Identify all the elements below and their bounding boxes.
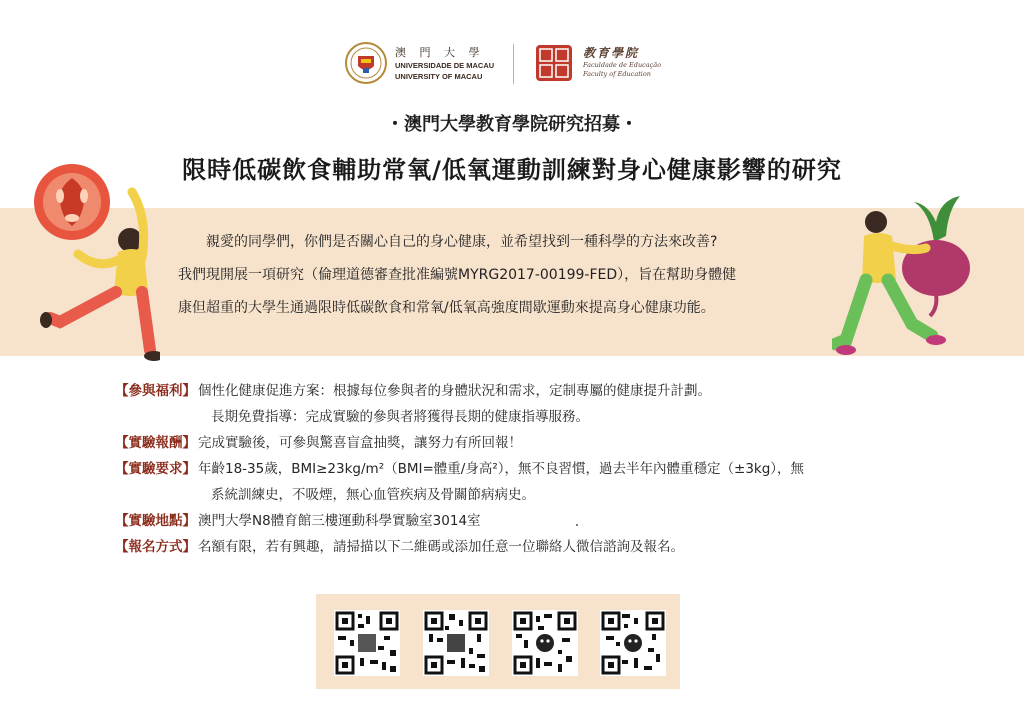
qr-code-icon[interactable] xyxy=(423,610,489,676)
signup-text: 名額有限，若有興趣，請掃描以下二維碼或添加任意一位聯絡人微信諮詢及報名。 xyxy=(198,539,684,555)
faculty-name xyxy=(583,44,661,79)
intro-text xyxy=(178,226,838,325)
university-name-cn: 澳 門 大 學 xyxy=(395,46,485,59)
requirements-row-2 xyxy=(115,482,965,508)
location-row xyxy=(115,508,965,534)
faculty-name-cn: 教育學院 xyxy=(583,46,640,60)
qr-code-icon[interactable] xyxy=(334,610,400,676)
benefits-row-2 xyxy=(115,404,965,430)
reward-row xyxy=(115,430,965,456)
study-title: 限時低碳飲食輔助常氧/低氧運動訓練對身心健康影響的研究 xyxy=(182,156,842,184)
intro-line-3: 康但超重的大學生通過限時低碳飲食和常氧/低氧高強度間歇運動來提高身心健康功能。 xyxy=(178,300,715,316)
study-details xyxy=(115,378,965,560)
qr-code-icon[interactable] xyxy=(512,610,578,676)
qr-code-icon[interactable] xyxy=(600,610,666,676)
faculty-name-en: Faculty of Education xyxy=(583,70,651,78)
tomato-person-illustration xyxy=(30,160,160,370)
tomato-icon xyxy=(34,164,110,240)
requirements-text: 年齡18-35歲，BMI≥23kg/m²（BMI=體重/身高²），無不良習慣，過去半年內體重穩定（±3kg），無 xyxy=(198,461,805,477)
intro-line-1: 親愛的同學們，你們是否關心自己的身心健康，並希望找到一種科學的方法來改善? xyxy=(206,234,718,250)
benefits-text-2: 長期免費指導：完成實驗的參與者將獲得長期的健康指導服務。 xyxy=(211,409,589,425)
reward-label: 【實驗報酬】 xyxy=(115,435,196,451)
benefits-row xyxy=(115,378,965,404)
university-name xyxy=(395,46,494,82)
location-text: 澳門大學N8體育館三樓運動科學實驗室3014室 xyxy=(198,513,481,529)
stray-dot xyxy=(576,524,578,526)
recruitment-subtitle: ・澳門大學教育學院研究招募・ xyxy=(386,114,638,135)
signup-label: 【報名方式】 xyxy=(115,539,196,555)
benefits-text: 個性化健康促進方案：根據每位參與者的身體狀況和需求，定制專屬的健康提升計劃。 xyxy=(198,383,711,399)
requirements-label: 【實驗要求】 xyxy=(115,461,196,477)
signup-row xyxy=(115,534,965,560)
university-seal-icon xyxy=(345,42,387,84)
requirements-row xyxy=(115,456,965,482)
university-name-en: UNIVERSITY OF MACAU xyxy=(395,72,483,81)
qr-code-panel xyxy=(316,594,680,689)
location-label: 【實驗地點】 xyxy=(115,513,196,529)
logo-header xyxy=(345,40,675,90)
intro-line-2: 我們現開展一項研究（倫理道德審查批准編號MYRG2017-00199-FED），旨在幫助身體健 xyxy=(178,267,737,283)
university-name-pt: UNIVERSIDADE DE MACAU xyxy=(395,61,495,70)
beet-person-illustration xyxy=(832,196,982,366)
faculty-name-pt: Faculdade de Educação xyxy=(583,61,662,69)
faculty-stamp-icon xyxy=(535,44,573,82)
logo-divider xyxy=(513,44,514,84)
requirements-text-2: 系統訓練史，不吸煙，無心血管疾病及骨關節病病史。 xyxy=(211,487,535,503)
reward-text: 完成實驗後，可參與驚喜盲盒抽獎，讓努力有所回報！ xyxy=(198,435,522,451)
benefits-label: 【參與福利】 xyxy=(115,383,196,399)
